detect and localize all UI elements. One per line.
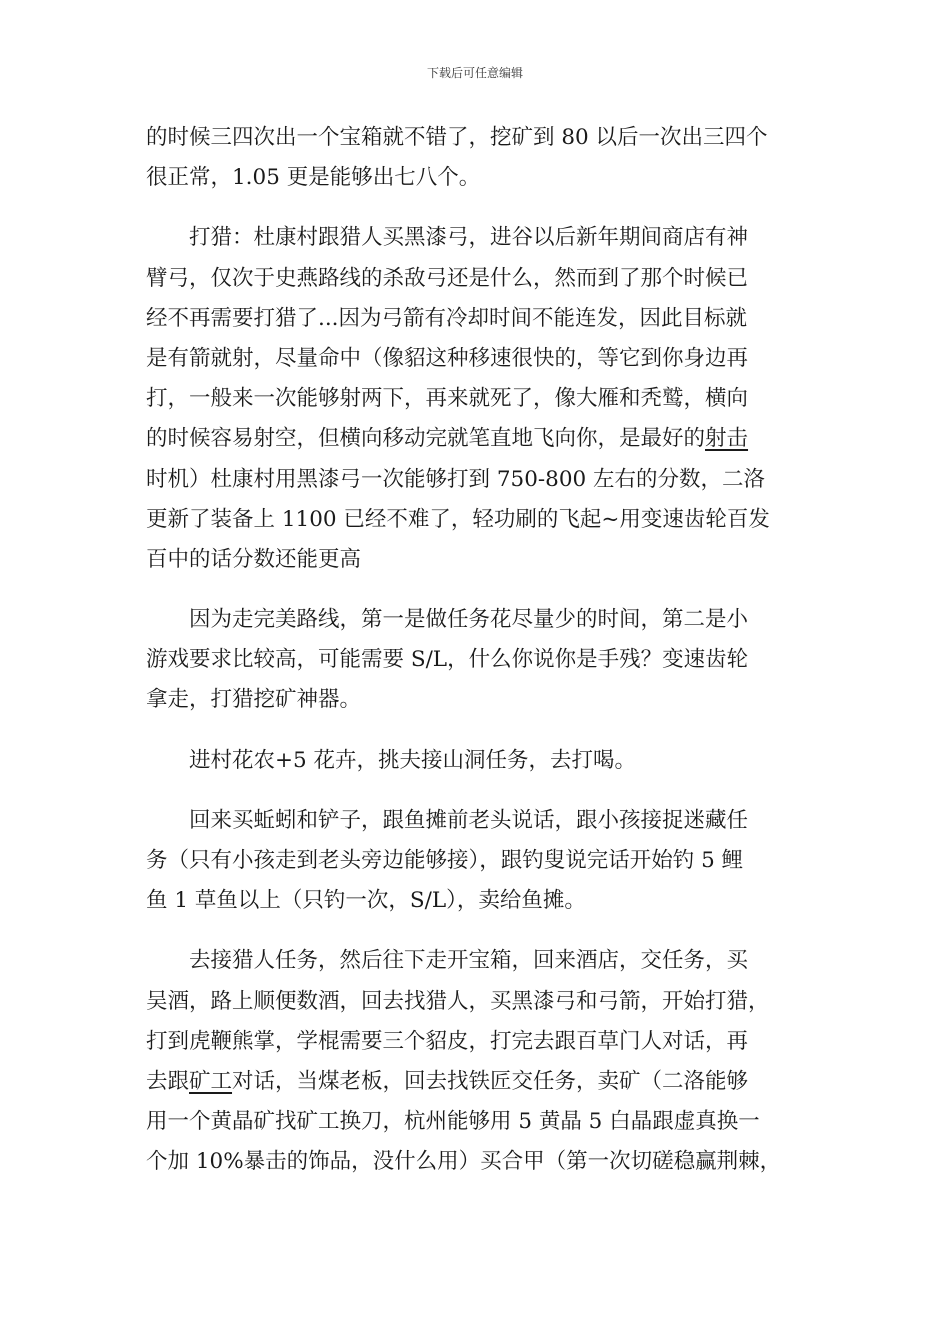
text-line: 百中的话分数还能更高 xyxy=(146,546,362,572)
text-line: 经不再需要打猎了...因为弓箭有冷却时间不能连发，因此目标就 xyxy=(146,305,748,331)
paragraph-mining-tail xyxy=(146,118,810,198)
text-line: 吴酒，路上顺便数酒，回去找猎人，买黑漆弓和弓箭，开始打猎， xyxy=(146,988,770,1014)
text-segment: 对话，当煤老板，回去找铁匠交任务，卖矿（二洛能够 xyxy=(232,1068,749,1094)
text-line: 进村花农+5 花卉，挑夫接山洞任务，去打喝。 xyxy=(146,747,637,773)
paragraph-hunting xyxy=(146,218,810,580)
text-line xyxy=(146,419,810,459)
text-line: 游戏要求比较高，可能需要 S/L，什么你说你是手残？变速齿轮 xyxy=(146,647,749,673)
text-line: 臂弓，仅次于史燕路线的杀敌弓还是什么，然而到了那个时候已 xyxy=(146,265,749,291)
text-line: 用一个黄晶矿找矿工换刀，杭州能够用 5 黄晶 5 白晶跟虚真换一 xyxy=(146,1109,760,1135)
text-line: 个加 10%暴击的饰品，没什么用）买合甲（第一次切磋稳赢荆棘， xyxy=(146,1149,782,1175)
paragraph-fishing xyxy=(146,801,810,922)
text-line: 鱼 1 草鱼以上（只钓一次，S/L），卖给鱼摊。 xyxy=(146,888,586,914)
text-line: 打猎：杜康村跟猎人买黑漆弓，进谷以后新年期间商店有神 xyxy=(146,225,749,251)
text-segment: 去跟 xyxy=(146,1068,190,1094)
text-line: 打到虎鞭熊掌，学棍需要三个貂皮，打完去跟百草门人对话，再 xyxy=(146,1028,749,1054)
underlined-term: 射击 xyxy=(705,426,749,452)
paragraph-hunter-quest xyxy=(146,941,810,1182)
document-body xyxy=(146,118,810,1203)
underlined-term: 矿工 xyxy=(189,1068,233,1094)
text-line xyxy=(146,1062,810,1102)
text-line: 很正常，1.05 更是能够出七八个。 xyxy=(146,165,481,191)
text-line: 时机）杜康村用黑漆弓一次能够打到 750-800 左右的分数，二洛 xyxy=(146,466,766,492)
text-line: 是有箭就射，尽量命中（像貂这种移速很快的，等它到你身边再 xyxy=(146,345,749,371)
text-line: 更新了装备上 1100 已经不难了，轻功刷的飞起~用变速齿轮百发 xyxy=(146,506,770,532)
text-line: 因为走完美路线，第一是做任务花尽量少的时间，第二是小 xyxy=(146,607,749,633)
text-line: 打，一般来一次能够射两下，再来就死了，像大雁和秃鹫，横向 xyxy=(146,386,749,412)
text-line: 务（只有小孩走到老头旁边能够接），跟钓叟说完话开始钓 5 鲤 xyxy=(146,848,744,873)
text-segment: 的时候容易射空，但横向移动完就笔直地飞向你，是最好的 xyxy=(146,426,706,452)
text-line: 回来买蚯蚓和铲子，跟鱼摊前老头说话，跟小孩接捉迷藏任 xyxy=(146,807,749,833)
paragraph-enter-village xyxy=(146,741,810,781)
paragraph-perfect-route xyxy=(146,600,810,721)
text-line: 拿走，打猎挖矿神器。 xyxy=(146,687,362,713)
page-header-note: 下载后可任意编辑 xyxy=(426,66,523,80)
text-line: 的时候三四次出一个宝箱就不错了，挖矿到 80 以后一次出三四个 xyxy=(146,125,768,150)
text-line: 去接猎人任务，然后往下走开宝箱，回来酒店，交任务，买 xyxy=(146,948,749,974)
